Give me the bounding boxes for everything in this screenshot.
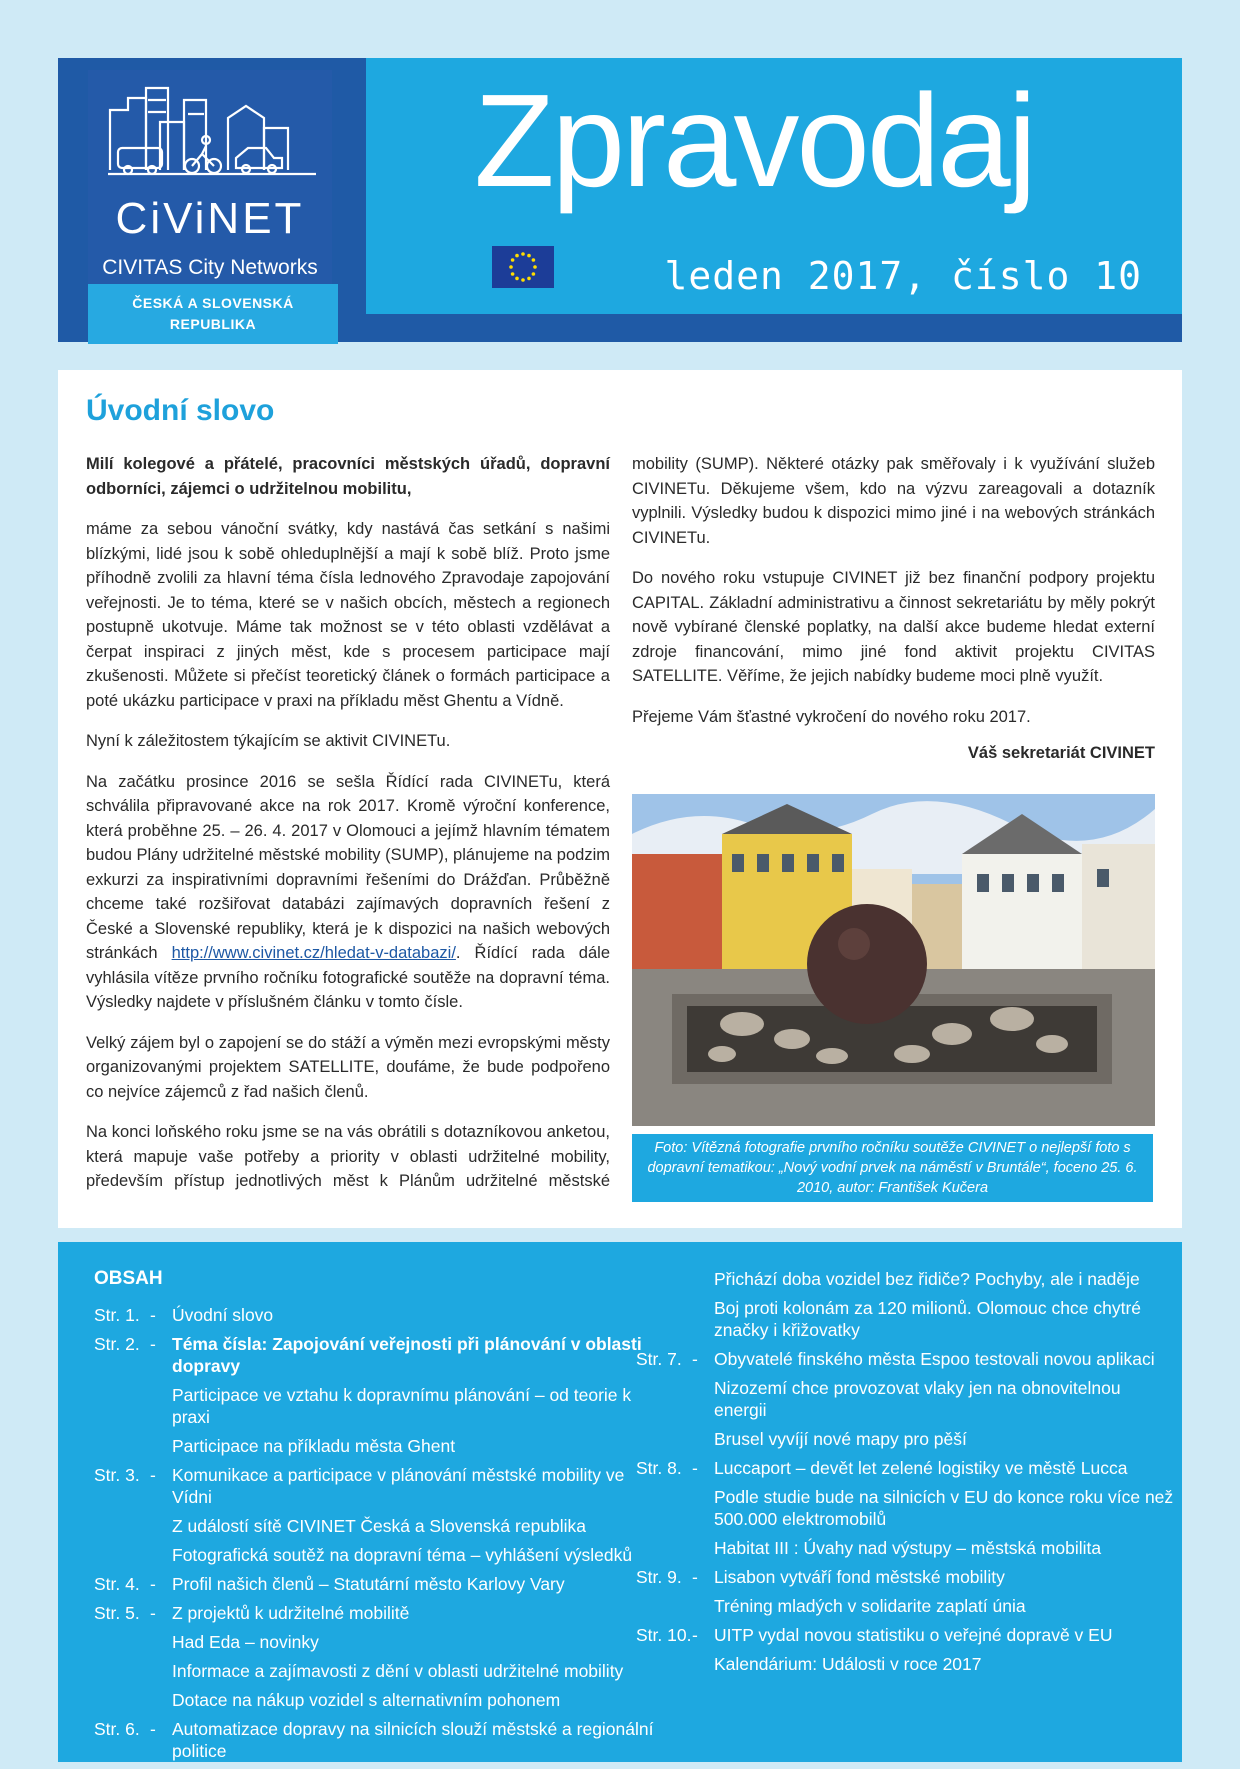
- toc-page-number: Str. 10.: [636, 1625, 692, 1645]
- toc-title: OBSAH: [94, 1268, 163, 1289]
- toc-entry-text: Luccaport – devět let zelené logistiky ve městě Lucca: [714, 1458, 1128, 1478]
- paragraph-3-text: Na začátku prosince 2016 se sešla Řídící rada CIVINETu, která schválila připravované akce na rok 2017. Kromě výroční konference, která proběhne 25. – 26. 4. 2017 v Olomouci a jejímž hlavním tématem budou Plány udržitelné městské mobility (SUMP), plánujeme na podzim exkurzi za inspirativními dopravními řešeními do Drážďan. Průběžně chceme také rozšiřovat databázi zajímavých dopravních řešení z České a Slovenské republiky, která je k dispozici na našich webových stránkách: [86, 772, 610, 962]
- signature: Váš sekretariát CIVINET: [967, 744, 1155, 762]
- greeting: Milí kolegové a přátelé, pracovníci městských úřadů, dopravní odborníci, zájemci o udržitelnou mobilitu,: [86, 455, 610, 498]
- toc-dash: -: [692, 1625, 698, 1645]
- toc-entry-text: Automatizace dopravy na silnicích slouží městské a regionální politice: [172, 1719, 654, 1761]
- toc-entry-text: Fotografická soutěž na dopravní téma – vyhlášení výsledků: [172, 1545, 633, 1565]
- toc-entry[interactable]: [714, 1377, 1176, 1421]
- toc-entry-text: Úvodní slovo: [172, 1305, 274, 1325]
- toc-entry-text: Brusel vyvíjí nové mapy pro pěší: [714, 1429, 967, 1449]
- title-banner: [366, 58, 1182, 314]
- toc-right-column: [636, 1268, 1176, 1682]
- toc-entry[interactable]: [714, 1486, 1176, 1530]
- toc-left-column: [94, 1304, 654, 1769]
- toc-entry-text: Kalendárium: Události v roce 2017: [714, 1654, 982, 1674]
- paragraph-4: Velký zájem byl o zapojení se do stáží a výměn mezi evropskými městy organizovanými projektem SATELLITE, doufáme, že bude podpořeno co nejvíce zájemců z řad našich členů.: [86, 1033, 610, 1101]
- toc-entry[interactable]: [172, 1689, 654, 1711]
- paragraph-7: Přejeme Vám šťastné vykročení do nového roku 2017.: [632, 707, 1031, 726]
- toc-entry-text: Komunikace a participace v plánování městské mobility ve Vídni: [172, 1465, 625, 1507]
- toc-entry[interactable]: [636, 1348, 1176, 1370]
- toc-entry[interactable]: [172, 1544, 654, 1566]
- toc-entry-text: Had Eda – novinky: [172, 1632, 319, 1652]
- toc-entry-text: Z projektů k udržitelné mobilitě: [172, 1603, 410, 1623]
- toc-page-number: Str. 3.: [94, 1465, 140, 1485]
- paragraph-6: Do nového roku vstupuje CIVINET již bez finanční podpory projektu CAPITAL. Základní administrativu a činnost sekretariátu by měly pokrýt nově vybírané členské poplatky, na další akce budeme hledat externí zdroje financování, mimo jiné fond aktivit projektu CIVITAS SATELLITE. Věříme, že jejich nabídky budeme moci plně využít.: [632, 569, 1155, 685]
- toc-entry[interactable]: [714, 1537, 1176, 1559]
- toc-entry[interactable]: [172, 1660, 654, 1682]
- toc-dash: -: [692, 1458, 698, 1478]
- toc-entry[interactable]: [94, 1304, 654, 1326]
- toc-entry[interactable]: [172, 1435, 654, 1457]
- paragraph-2: Nyní k záležitostem týkajícím se aktivit CIVINETu.: [86, 732, 451, 750]
- toc-entry-text: Habitat III : Úvahy nad výstupy – městská mobilita: [714, 1538, 1102, 1558]
- eu-flag-icon: [492, 246, 554, 288]
- toc-entry-text: Participace ve vztahu k dopravnímu plánování – od teorie k praxi: [172, 1385, 632, 1427]
- intro-panel: [58, 370, 1182, 1228]
- toc-dash: -: [692, 1567, 698, 1587]
- toc-entry[interactable]: [94, 1464, 654, 1508]
- toc-entry-text: Nizozemí chce provozovat vlaky jen na obnovitelnou energii: [714, 1378, 1121, 1420]
- toc-entry-text: Tréning mladých v solidarite zaplatí únia: [714, 1596, 1026, 1616]
- issue-info: leden 2017, číslo 10: [664, 254, 1142, 298]
- toc-page-number: Str. 1.: [94, 1305, 140, 1325]
- toc-page-number: Str. 4.: [94, 1574, 140, 1594]
- toc-dash: -: [150, 1574, 156, 1594]
- toc-entry-text: Podle studie bude na silnicích v EU do konce roku více než 500.000 elektromobilů: [714, 1487, 1174, 1529]
- toc-entry-text: Z událostí sítě CIVINET Česká a Slovenská republika: [172, 1516, 587, 1536]
- toc-entry-text: Participace na příkladu města Ghent: [172, 1436, 456, 1456]
- photo-caption: Foto: Vítězná fotografie prvního ročníku soutěže CIVINET o nejlepší foto s dopravní tematikou: „Nový vodní prvek na náměstí v Bruntále“, foceno 25. 6. 2010, autor: František Kučera: [632, 1134, 1153, 1202]
- paragraph-5: Na konci loňského roku jsme se na vás obrátili s dotazníkovou anketou, která mapuje vaše potřeby a priority v oblasti udržitelné mobility, především přístup jednotlivých měst k Plánům udržitelné městské: [86, 1123, 610, 1190]
- paragraph-5-continued: mobility (SUMP). Některé otázky pak směřovaly i k využívání služeb CIVINETu. Děkujeme všem, kdo na výzvu zareagovali a dotazník vyplnili. Výsledky budou k dispozici mimo jiné i na webových stránkách CIVINETu.: [632, 455, 1155, 547]
- toc-page-number: Str. 6.: [94, 1719, 140, 1739]
- toc-entry-text: Obyvatelé finského města Espoo testovali novou aplikaci: [714, 1349, 1155, 1369]
- toc-page-number: Str. 5.: [94, 1603, 140, 1623]
- toc-entry-text: Přichází doba vozidel bez řidiče? Pochyby, ale i naděje: [714, 1269, 1140, 1289]
- toc-dash: -: [692, 1349, 698, 1369]
- logo-name: CiViNET: [115, 194, 305, 243]
- toc-entry[interactable]: [94, 1573, 654, 1595]
- toc-entry-text: Téma čísla: Zapojování veřejnosti při plánování v oblasti dopravy: [172, 1334, 642, 1376]
- toc-entry[interactable]: [94, 1602, 654, 1624]
- town-square-photo: [632, 794, 1155, 1126]
- paragraph-1: máme za sebou vánoční svátky, kdy nastává čas setkání s našimi blízkými, lidé jsou k sobě ohleduplnější a mají k sobě blíž. Proto jsme příhodně zvolili za hlavní téma čísla lednového Zpravodaje zapojování veřejnosti. Je to téma, které se v našich obcích, městech a regionech postupně ukotvuje. Máme tak možnost se v této oblasti vzdělávat a čerpat inspiraci z jiných měst, kde s procesem participace mají zkušenosti. Můžete si přečíst teoretický článek o formách participace a poté ukázku participace v praxi na příkladu měst Ghentu a Vídně.: [86, 520, 610, 710]
- toc-page-number: Str. 2.: [94, 1334, 140, 1354]
- toc-entry[interactable]: [94, 1718, 654, 1762]
- toc-page-number: Str. 8.: [636, 1458, 682, 1478]
- toc-entry-text: UITP vydal novou statistiku o veřejné dopravě v EU: [714, 1625, 1113, 1645]
- toc-dash: -: [150, 1305, 156, 1325]
- toc-dash: -: [150, 1603, 156, 1623]
- toc-entry-text: Lisabon vytváří fond městské mobility: [714, 1567, 1005, 1587]
- toc-dash: -: [150, 1334, 156, 1354]
- civinet-logo: [88, 70, 332, 332]
- intro-right-column: [632, 452, 1155, 782]
- toc-entry[interactable]: [172, 1631, 654, 1653]
- logo-subtitle: CIVITAS City Networks: [102, 256, 318, 279]
- toc-entry[interactable]: [714, 1428, 1176, 1450]
- toc-entry[interactable]: [172, 1384, 654, 1428]
- newsletter-header: [58, 58, 1182, 342]
- database-link[interactable]: http://www.civinet.cz/hledat-v-databazi/: [171, 944, 456, 962]
- intro-left-column: [86, 452, 610, 1210]
- toc-entry[interactable]: [172, 1515, 654, 1537]
- section-title: Úvodní slovo: [86, 394, 275, 427]
- toc-entry[interactable]: [714, 1297, 1176, 1341]
- toc-entry[interactable]: [714, 1653, 1176, 1675]
- logo-region: ČESKÁ A SLOVENSKÁ REPUBLIKA: [88, 284, 338, 344]
- toc-entry-text: Boj proti kolonám za 120 milionů. Olomouc chce chytré značky i křižovatky: [714, 1298, 1142, 1340]
- toc-entry[interactable]: [714, 1595, 1176, 1617]
- toc-page-number: Str. 7.: [636, 1349, 682, 1369]
- paragraph-3: [86, 770, 610, 1015]
- toc-entry-text: Dotace na nákup vozidel s alternativním pohonem: [172, 1690, 561, 1710]
- toc-entry-text: Profil našich členů – Statutární město Karlovy Vary: [172, 1574, 565, 1594]
- toc-entry[interactable]: [636, 1566, 1176, 1588]
- city-skyline-icon: [88, 70, 332, 190]
- paragraph-3-end: . Řídící rada dále vyhlásila vítěze prvního ročníku fotografické soutěže na dopravní téma. Výsledky najdete v příslušném článku v tomto čísle.: [86, 944, 610, 1011]
- toc-entry[interactable]: [94, 1333, 654, 1377]
- toc-entry[interactable]: [636, 1457, 1176, 1479]
- newsletter-title: Zpravodaj: [474, 67, 1034, 214]
- toc-entry-text: Informace a zajímavosti z dění v oblasti udržitelné mobility: [172, 1661, 624, 1681]
- toc-entry[interactable]: [636, 1624, 1176, 1646]
- toc-dash: -: [150, 1465, 156, 1485]
- toc-entry[interactable]: [714, 1268, 1176, 1290]
- toc-page-number: Str. 9.: [636, 1567, 682, 1587]
- table-of-contents: [58, 1242, 1182, 1762]
- toc-dash: -: [150, 1719, 156, 1739]
